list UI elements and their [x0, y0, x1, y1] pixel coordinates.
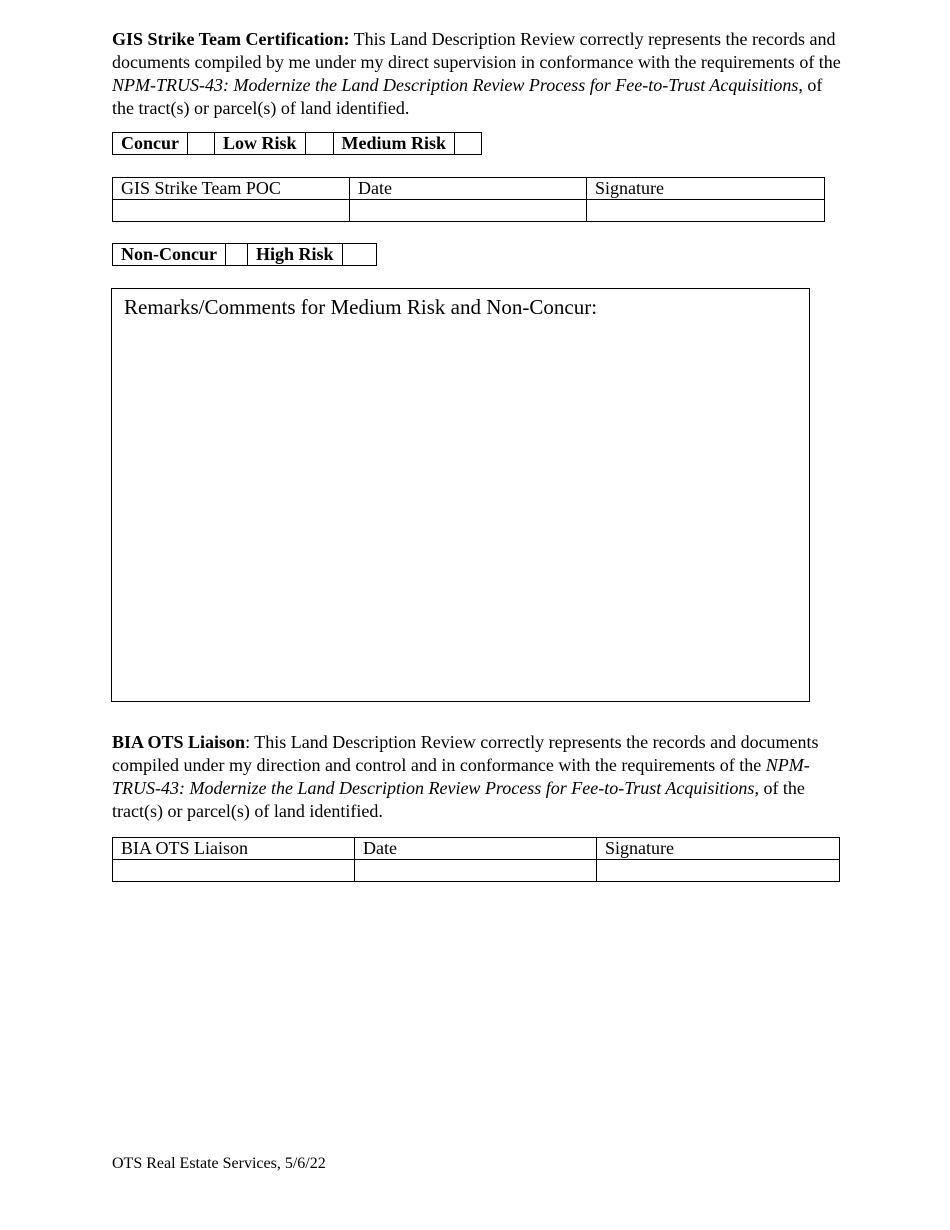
- gis-signature-field[interactable]: [587, 200, 825, 222]
- gis-certification-heading: GIS Strike Team Certification:: [112, 29, 350, 49]
- gis-document-title: NPM-TRUS-43: Modernize the Land Description Review Process for Fee-to-Trust Acquisitions: [112, 75, 799, 95]
- non-concur-label: Non-Concur: [113, 244, 226, 266]
- bia-date-header: Date: [355, 838, 597, 860]
- bia-date-field[interactable]: [355, 860, 597, 882]
- bia-document-title: NPM-TRUS-43: Modernize the Land Description Review Process for Fee-to-Trust Acquisitions: [112, 755, 810, 798]
- bia-certification-paragraph: [112, 731, 832, 823]
- concur-label: Concur: [113, 133, 188, 155]
- concur-risk-row: [112, 132, 482, 155]
- gis-poc-field[interactable]: [113, 200, 350, 222]
- gis-signature-input-row: [113, 200, 825, 222]
- low-risk-label: Low Risk: [215, 133, 306, 155]
- gis-signature-header-row: [113, 178, 825, 200]
- low-risk-checkbox[interactable]: [305, 133, 333, 155]
- non-concur-checkbox[interactable]: [226, 244, 248, 266]
- gis-signature-table: [112, 177, 825, 222]
- bia-signature-table: [112, 837, 840, 882]
- bia-certification-heading: BIA OTS Liaison: [112, 732, 246, 752]
- page-footer: OTS Real Estate Services, 5/6/22: [112, 1155, 326, 1172]
- bia-liaison-header: BIA OTS Liaison: [113, 838, 355, 860]
- gis-certification-text-end: , of the tract(s) or parcel(s) of land identified.: [112, 75, 823, 118]
- high-risk-label: High Risk: [248, 244, 343, 266]
- gis-certification-paragraph: [112, 28, 842, 120]
- bia-signature-header: Signature: [597, 838, 840, 860]
- bia-signature-input-row: [113, 860, 840, 882]
- remarks-label: Remarks/Comments for Medium Risk and Non-Concur:: [124, 295, 598, 319]
- gis-signature-header: Signature: [587, 178, 825, 200]
- bia-liaison-field[interactable]: [113, 860, 355, 882]
- nonconcur-risk-row: [112, 243, 377, 266]
- gis-certification-text: This Land Description Review correctly represents the records and documents compiled by me under my direct supervision in conformance with the requirements of the: [112, 29, 841, 72]
- medium-risk-label: Medium Risk: [333, 133, 455, 155]
- bia-signature-header-row: [113, 838, 840, 860]
- high-risk-checkbox[interactable]: [342, 244, 376, 266]
- gis-poc-header: GIS Strike Team POC: [113, 178, 350, 200]
- gis-date-header: Date: [350, 178, 587, 200]
- gis-date-field[interactable]: [350, 200, 587, 222]
- bia-certification-text-end: , of the tract(s) or parcel(s) of land identified.: [112, 778, 805, 821]
- remarks-box[interactable]: [111, 288, 810, 702]
- bia-certification-text: : This Land Description Review correctly represents the records and documents compiled under my direction and control and in conformance with the requirements of the: [112, 732, 819, 775]
- medium-risk-checkbox[interactable]: [455, 133, 482, 155]
- bia-signature-field[interactable]: [597, 860, 840, 882]
- concur-checkbox[interactable]: [188, 133, 215, 155]
